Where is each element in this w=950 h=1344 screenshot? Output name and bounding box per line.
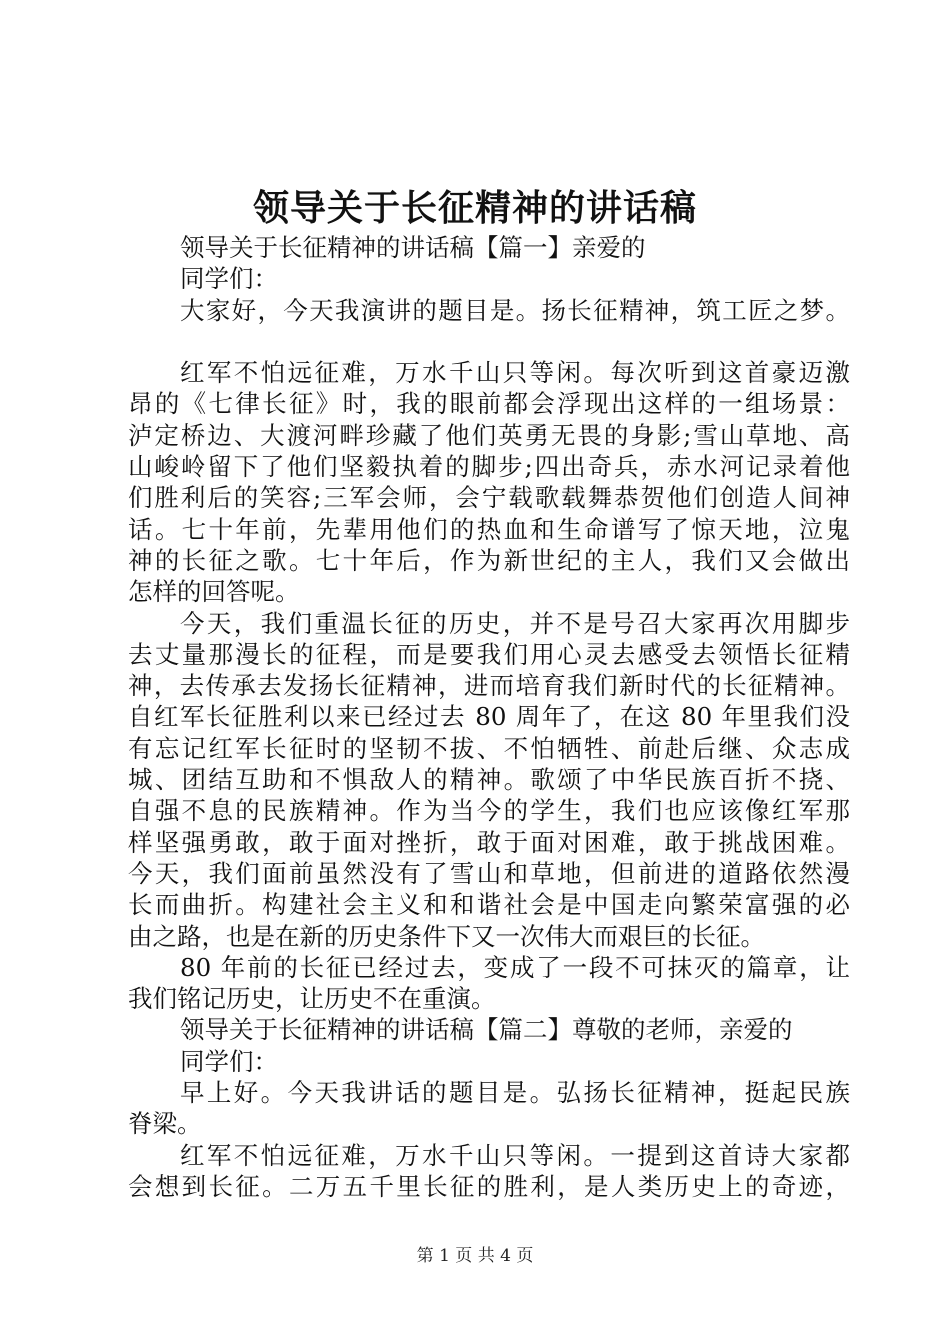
text-line: 城、团结互助和不惧敌人的精神。歌颂了中华民族百折不挠、	[128, 765, 850, 795]
text-line: 会想到长征。二万五千里长征的胜利，是人类历史上的奇迹，	[128, 1171, 850, 1201]
text-line: 自红军长征胜利以来已经过去 80 周年了，在这 80 年里我们没	[128, 702, 850, 732]
text-line: 由之路，也是在新的历史条件下又一次伟大而艰巨的长征。	[128, 921, 765, 951]
text-line: 同学们：	[180, 264, 278, 294]
text-line: 们胜利后的笑容;三军会师，会宁载歌载舞恭贺他们创造人间神	[128, 483, 850, 513]
text-line: 领导关于长征精神的讲话稿【篇一】亲爱的	[180, 233, 646, 262]
text-line: 红军不怕远征难，万水千山只等闲。一提到这首诗大家都	[180, 1140, 850, 1170]
text-line: 样坚强勇敢，敢于面对挫折，敢于面对困难，敢于挑战困难。	[128, 827, 850, 857]
text-line: 自强不息的民族精神。作为当今的学生，我们也应该像红军那	[128, 796, 850, 826]
text-line: 神的长征之歌。七十年后，作为新世纪的主人，我们又会做出	[128, 545, 850, 575]
text-line: 大家好，今天我演讲的题目是。扬长征精神，筑工匠之梦。	[180, 295, 850, 325]
text-line: 我们铭记历史，让历史不在重演。	[128, 984, 496, 1014]
text-line: 脊梁。	[128, 1109, 202, 1139]
text-line: 红军不怕远征难，万水千山只等闲。每次听到这首豪迈激	[180, 358, 850, 388]
blank-line	[128, 326, 850, 357]
text-line: 山峻岭留下了他们坚毅执着的脚步;四出奇兵，赤水河记录着他	[128, 452, 850, 482]
text-line: 领导关于长征精神的讲话稿【篇二】尊敬的老师，亲爱的	[180, 1015, 793, 1045]
text-line: 今天，我们重温长征的历史，并不是号召大家再次用脚步	[180, 608, 850, 638]
text-line: 同学们：	[180, 1046, 278, 1076]
text-line: 今天，我们面前虽然没有了雪山和草地，但前进的道路依然漫	[128, 858, 850, 888]
page-title: 领导关于长征精神的讲话稿	[252, 187, 697, 229]
text-line: 昂的《七律长征》时，我的眼前都会浮现出这样的一组场景：	[128, 389, 850, 419]
text-line: 泸定桥边、大渡河畔珍藏了他们英勇无畏的身影;雪山草地、高	[128, 420, 850, 450]
text-line: 神，去传承去发扬长征精神，进而培育我们新时代的长征精神。	[128, 671, 850, 701]
document-body	[128, 232, 850, 1202]
text-line: 话。七十年前，先辈用他们的热血和生命谱写了惊天地，泣鬼	[128, 514, 850, 544]
text-line: 去丈量那漫长的征程，而是要我们用心灵去感受去领悟长征精	[128, 639, 850, 669]
page-footer: 第 1 页 共 4 页	[416, 1246, 534, 1266]
text-line: 有忘记红军长征时的坚韧不拔、不怕牺牲、前赴后继、众志成	[128, 733, 850, 763]
text-line: 早上好。今天我讲话的题目是。弘扬长征精神，挺起民族	[180, 1078, 850, 1108]
text-line: 80 年前的长征已经过去，变成了一段不可抹灭的篇章，让	[180, 952, 850, 982]
text-line: 怎样的回答呢。	[128, 577, 300, 607]
text-line: 长而曲折。构建社会主义和和谐社会是中国走向繁荣富强的必	[128, 890, 850, 920]
